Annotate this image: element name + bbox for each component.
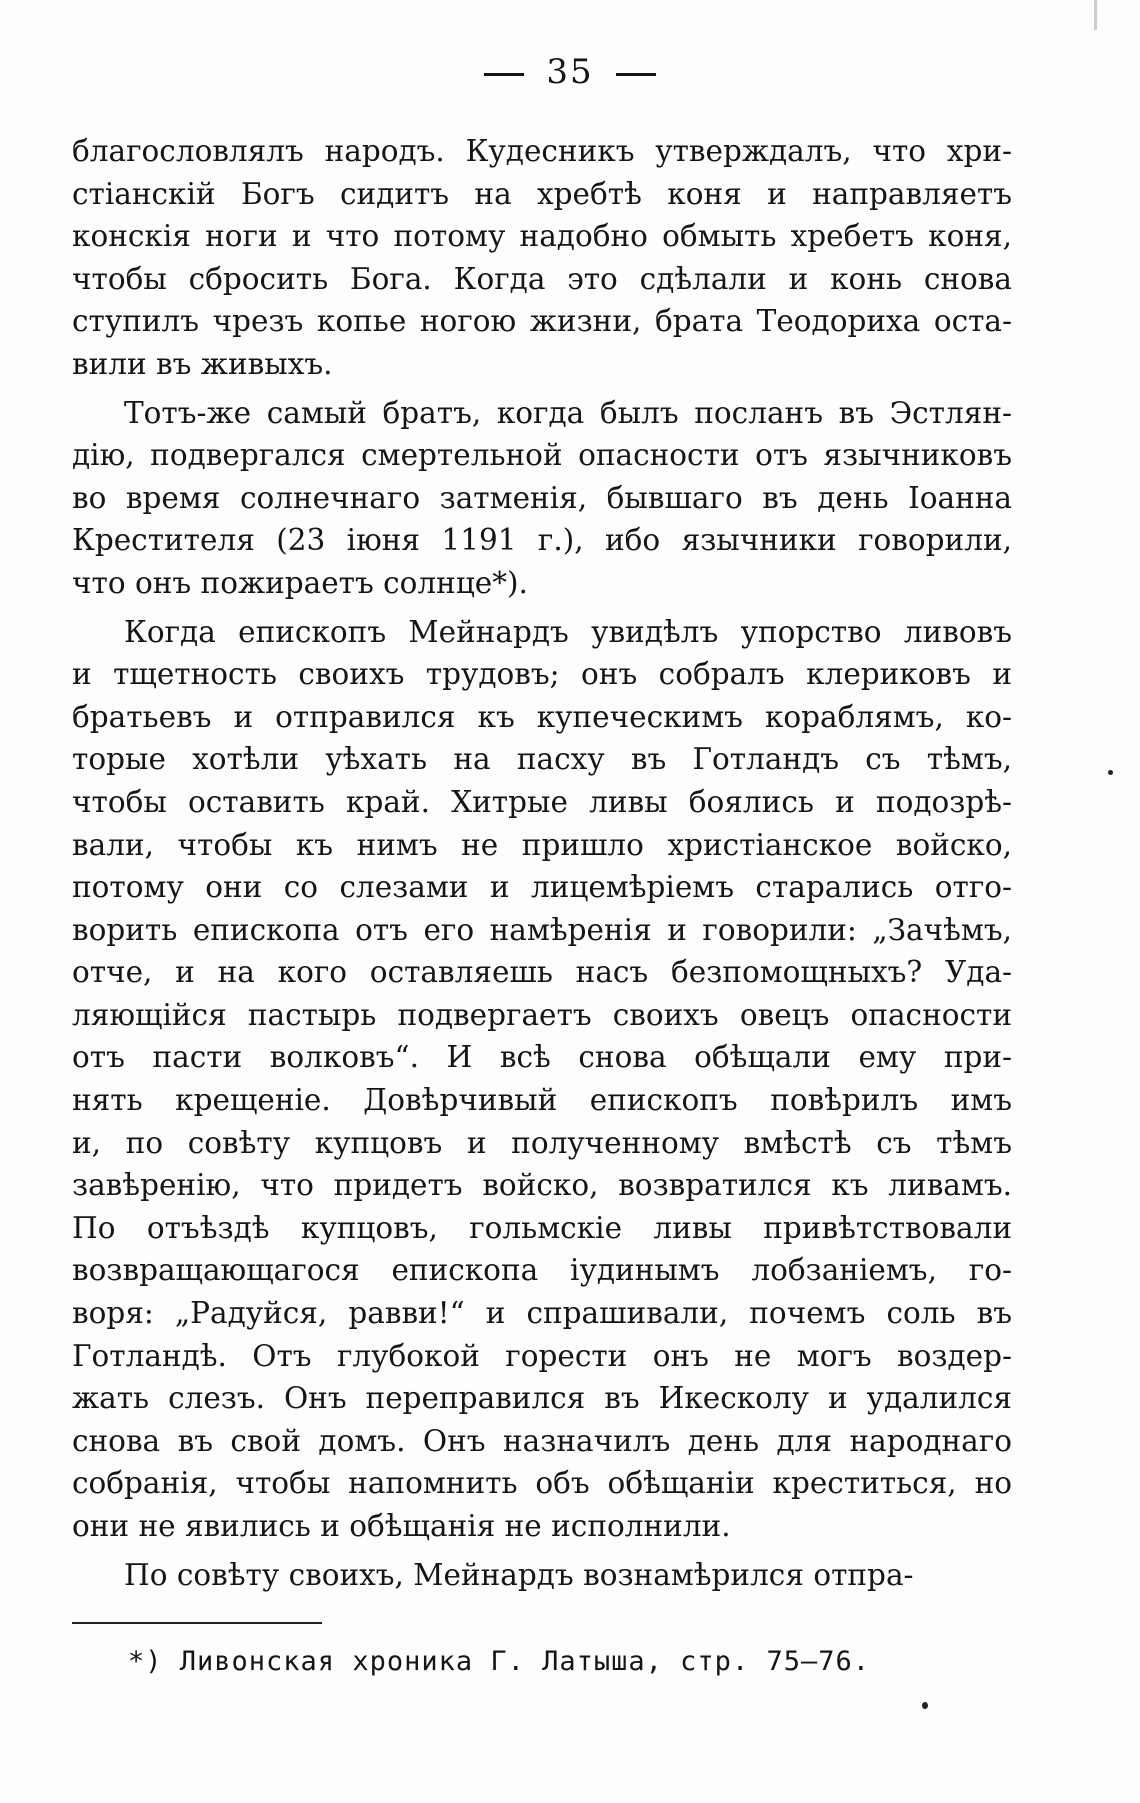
text-line: братьевъ и отправился къ купеческимъ кораблямъ, ко- [72, 699, 1012, 734]
text-line: чтобы оставить край. Хитрые ливы боялись и подозрѣ- [72, 784, 1012, 819]
text-line: дію, подвергался смертельной опасности отъ язычниковъ [72, 438, 1012, 473]
text-line: благословлялъ народъ. Кудесникъ утверждалъ, что хри- [72, 134, 1012, 168]
text-line: ляющійся пастырь подвергаетъ своихъ овецъ опасности [72, 997, 1012, 1032]
footnote-rule [72, 1622, 322, 1624]
text-line: возвращающагося епископа іудинымъ лобзаніемъ, го- [72, 1253, 1012, 1288]
text-line: вали, чтобы къ нимъ не пришло христіанское войско, [72, 827, 1012, 862]
text-line: торые хотѣли уѣхать на пасху въ Готландъ съ тѣмъ, [72, 742, 1012, 777]
text-line: собранія, чтобы напомнить объ обѣщаніи креститься, но [72, 1466, 1012, 1501]
text-line: чтобы сбросить Бога. Когда это сдѣлали и конь снова [72, 261, 1012, 296]
text-line: Тотъ-же самый братъ, когда былъ посланъ въ Эстлян- [124, 395, 1012, 430]
text-line: отъ пасти волковъ“. И всѣ снова обѣщали ему при- [72, 1040, 1012, 1075]
text-line: жать слезъ. Онъ переправился въ Икесколу и удалился [72, 1381, 1012, 1416]
text-line: во время солнечнаго затменія, бывшаго въ день Іоанна [72, 480, 1012, 515]
text-line: По отъѣздѣ купцовъ, гольмскіе ливы привѣтствовали [72, 1210, 1012, 1245]
page-number-value: 35 [546, 52, 594, 92]
text-line: конскія ноги и что потому надобно обмыть хребетъ коня, [72, 219, 1012, 254]
text-line: ворить епископа отъ его намѣренія и говорили: „Зачѣмъ, [72, 912, 1012, 947]
text-line: завѣренію, что придетъ войско, возвратился къ ливамъ. [72, 1168, 1012, 1203]
text-line: вили въ живыхъ. [72, 346, 333, 381]
dash-left [484, 73, 524, 76]
scan-speck [922, 1702, 928, 1709]
text-line: Готландѣ. Отъ глубокой горести онъ не могъ воздер- [72, 1338, 1012, 1373]
text-line: Когда епископъ Мейнардъ увидѣлъ упорство ливовъ [124, 614, 1012, 649]
text-line: они не явились и обѣщанія не исполнили. [72, 1509, 731, 1543]
text-line: воря: „Радуйся, равви!“ и спрашивали, почемъ соль въ [72, 1296, 1012, 1331]
text-line: потому они со слезами и лицемѣріемъ старались отго- [72, 870, 1012, 905]
text-line: ступилъ чрезъ копье ногою жизни, брата Теодориха оста- [72, 304, 1012, 339]
paragraph [72, 130, 1012, 386]
page-number [0, 52, 1140, 92]
text-line: Крестителя (23 іюня 1191 г.), ибо язычники говорили, [72, 523, 1012, 558]
text-line: снова въ свой домъ. Онъ назначилъ день для народнаго [72, 1423, 1012, 1458]
text-line: и, по совѣту купцовъ и полученному вмѣстѣ съ тѣмъ [72, 1125, 1012, 1160]
text-line: стіанскій Богъ сидитъ на хребтѣ коня и направляетъ [72, 176, 1012, 211]
dash-right [616, 73, 656, 76]
paragraph [72, 392, 1012, 605]
footnote: *) Ливонская хроника Г. Латыша, стр. 75—76. [128, 1646, 870, 1677]
text-line: По совѣту своихъ, Мейнардъ вознамѣрился отпра- [124, 1557, 914, 1592]
scan-speck [1108, 770, 1113, 775]
text-line: нять крещеніе. Довѣрчивый епископъ повѣрилъ имъ [72, 1083, 1012, 1118]
scan-edge-mark [1094, 0, 1097, 30]
paragraph [72, 611, 1012, 1548]
text-line: отче, и на кого оставляешь насъ безпомощныхъ? Уда- [72, 955, 1012, 990]
text-line: и тщетность своихъ трудовъ; онъ собралъ клериковъ и [72, 657, 1012, 692]
paragraph [72, 1554, 1012, 1597]
text-line: что онъ пожираетъ солнце*). [72, 565, 528, 600]
body-text [72, 130, 1012, 1596]
